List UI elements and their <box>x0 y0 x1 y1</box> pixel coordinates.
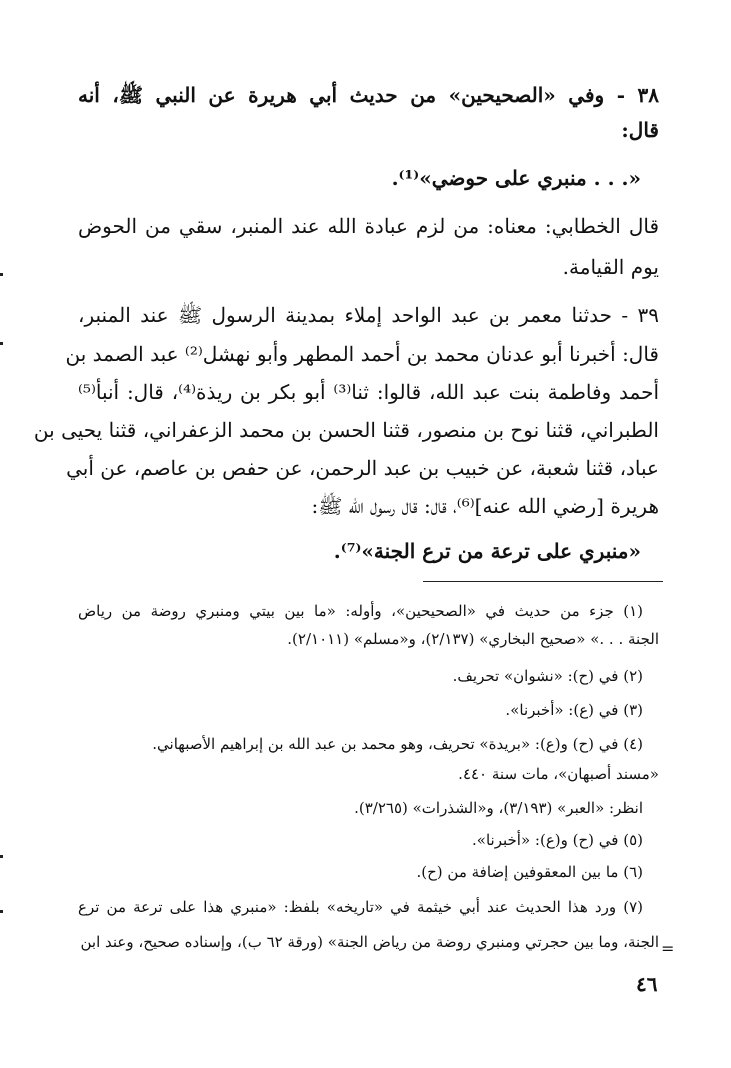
footnote-4-cont: «مسند أصبهان»، مات سنة ٤٤٠. <box>458 765 659 783</box>
footnote-5: (٥) في (ح) و(ع): «أخبرنا». <box>472 831 643 849</box>
hadith-39-heading: ٣٩ - حدثنا معمر بن عبد الواحد إملاء بمدينة الرسول ﷺ عند المنبر، <box>78 303 659 327</box>
scan-mark <box>0 342 3 345</box>
hadith-39-text: «منبري على ترعة من ترع الجنة»⁽⁷⁾. <box>333 539 641 563</box>
body-line: قال: <box>621 118 659 142</box>
body-line: عباد، قثنا شعبة، عن خبيب بن عبد الرحمن، عن حفص بن عاصم، عن أبي <box>66 456 659 480</box>
hadith-38-heading: ٣٨ - وفي «الصحيحين» من حديث أبي هريرة عن النبي ﷺ، أنه <box>78 83 659 107</box>
footnote-7-cont: الجنة، وما بين حجرتي ومنبري روضة من رياض الجنة» (ورقة ٦٢ ب)، وإسناده صحيح، وعند ابن <box>80 933 659 951</box>
scan-mark <box>0 855 3 858</box>
footnote-7: (٧) ورد هذا الحديث عند أبي خيثمة في «تاريخه» بلفظ: «منبري هذا على ترعة من ترع <box>78 898 643 916</box>
footnote-2: (٢) في (ح): «نشوان» تحريف. <box>452 667 643 685</box>
footnote-3: (٣) في (ع): «أخبرنا». <box>505 701 643 719</box>
body-line: هريرة [رضي الله عنه]⁽⁶⁾، قال: قال رسول الله ﷺ: <box>311 494 659 518</box>
body-line: قال: أخبرنا أبو عدنان محمد بن أحمد المطهر وأبو نهشل⁽²⁾ عبد الصمد بن <box>65 342 659 366</box>
footnote-4-ref: انظر: «العبر» (٣/١٩٣)، و«الشذرات» (٣/٢٦٥). <box>354 799 643 817</box>
scan-mark <box>0 910 3 913</box>
footnote-6: (٦) ما بين المعقوفين إضافة من (ح). <box>416 863 643 881</box>
footnote-separator <box>423 581 663 582</box>
body-line: يوم القيامة. <box>562 255 659 279</box>
body-line: قال الخطابي: معناه: من لزم عبادة الله عند المنبر، سقي من الحوض <box>78 214 659 238</box>
hadith-38-text: «. . . منبري على حوضي»⁽¹⁾. <box>391 166 641 190</box>
scan-mark <box>0 273 3 276</box>
body-line: الطبراني، قثنا نوح بن منصور، قثنا الحسن بن محمد الزعفراني، قثنا يحيى بن <box>33 418 659 442</box>
footnote-1: (١) جزء من حديث في «الصحيحين»، وأوله: «ما بين بيتي ومنبري روضة من رياض <box>78 602 643 620</box>
continuation-mark: = <box>661 939 675 958</box>
page-number: ٤٦ <box>636 972 658 996</box>
body-line: أحمد وفاطمة بنت عبد الله، قالوا: ثنا⁽³⁾ أبو بكر بن ريذة⁽⁴⁾، قال: أنبأ⁽⁵⁾ <box>78 380 660 404</box>
footnote-1-cont: الجنة . . .» «صحيح البخاري» (٢/١٣٧)، و«مسلم» (٢/١٠١١). <box>287 630 659 648</box>
footnote-4: (٤) في (ح) و(ع): «بريدة» تحريف، وهو محمد بن عبد الله بن إبراهيم الأصبهاني. <box>152 735 643 753</box>
